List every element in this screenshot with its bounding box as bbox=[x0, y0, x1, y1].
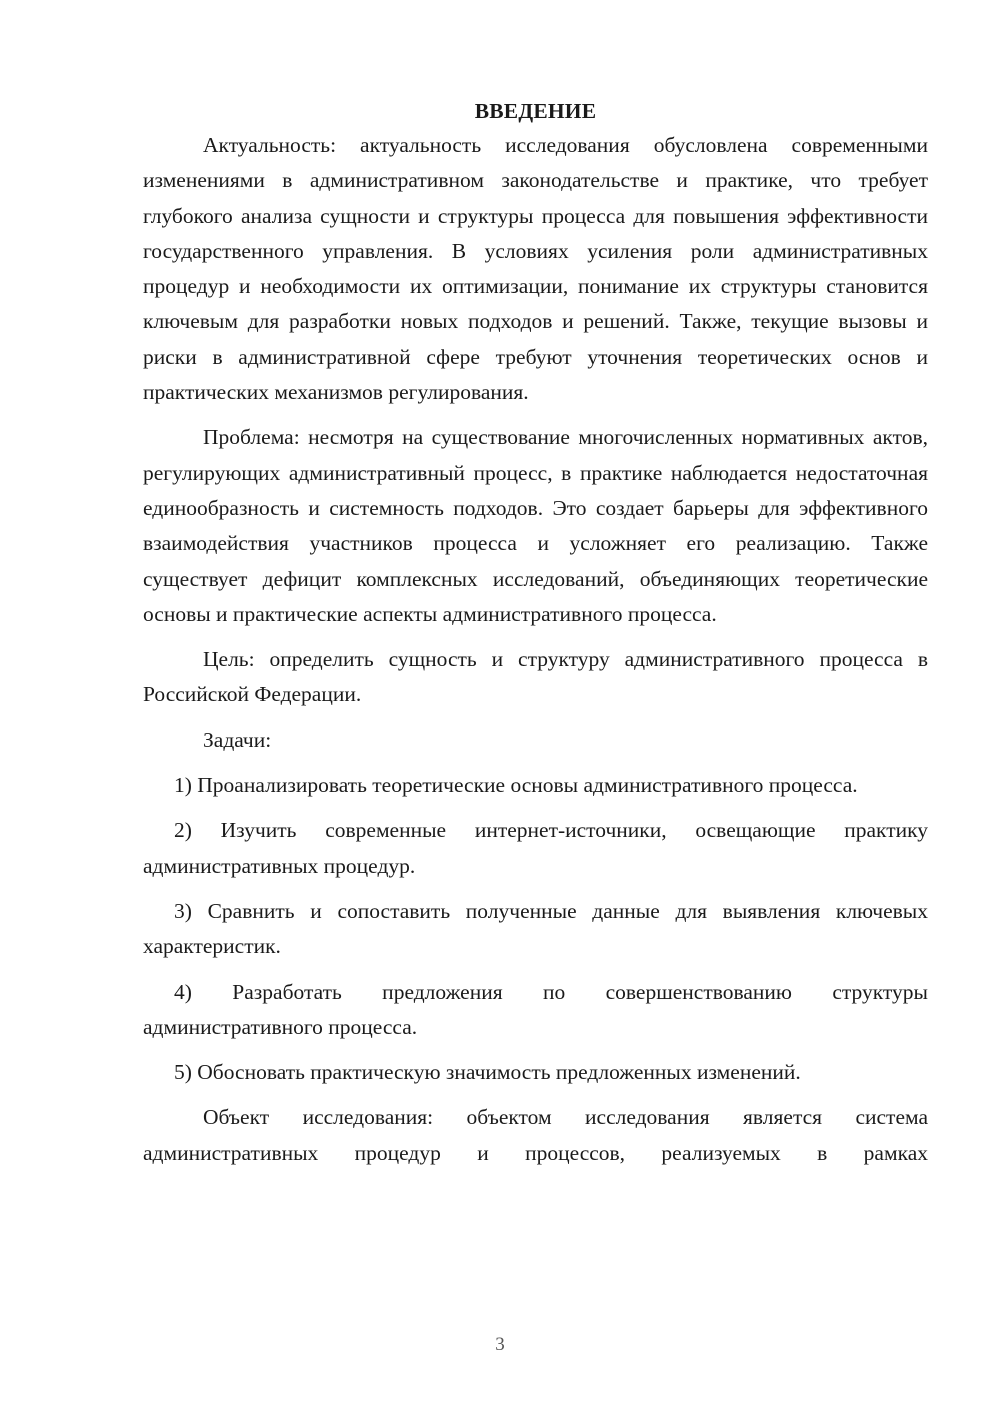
paragraph-object: Объект исследования: объектом исследования является система административных процедур и процессов, реализуемых в рамках bbox=[143, 1105, 928, 1165]
paragraph-relevance: Актуальность: актуальность исследования обусловлена современными изменениями в административном законодательстве и практике, что требует глубокого анализа сущности и структуры процесса для повышения эффективности государственного управления. В условиях усиления роли административных процедур и необходимости их оптимизации, понимание их структуры становится ключевым для разработки новых подходов и решений. Также, текущие вызовы и риски в административной сфере требуют уточнения теоретических основ и практических механизмов регулирования. bbox=[143, 133, 928, 405]
section-title: ВВЕДЕНИЕ bbox=[474, 99, 597, 123]
task-item-3: 3) Сравнить и сопоставить полученные данные для выявления ключевых характеристик. bbox=[143, 898, 928, 959]
document-page bbox=[143, 96, 928, 1171]
task-item-4: 4) Разработать предложения по совершенствованию структуры административного процесса. bbox=[143, 979, 928, 1039]
page-number: 3 bbox=[495, 1334, 505, 1355]
tasks-heading: Задачи: bbox=[203, 727, 272, 752]
paragraph-goal: Цель: определить сущность и структуру административного процесса в Российской Федерации. bbox=[143, 647, 928, 707]
task-item-1: 1) Проанализировать теоретические основы административного процесса. bbox=[174, 773, 858, 798]
task-item-5: 5) Обосновать практическую значимость предложенных изменений. bbox=[174, 1060, 801, 1085]
paragraph-problem: Проблема: несмотря на существование многочисленных нормативных актов, регулирующих административный процесс, в практике наблюдается недостаточная единообразность и системность подходов. Это создает барьеры для эффективного взаимодействия участников процесса и усложняет его реализацию. Также существует дефицит комплексных исследований, объединяющих теоретические основы и практические аспекты административного процесса. bbox=[143, 425, 928, 626]
task-item-2: 2) Изучить современные интернет-источники, освещающие практику административных процедур. bbox=[143, 818, 928, 878]
